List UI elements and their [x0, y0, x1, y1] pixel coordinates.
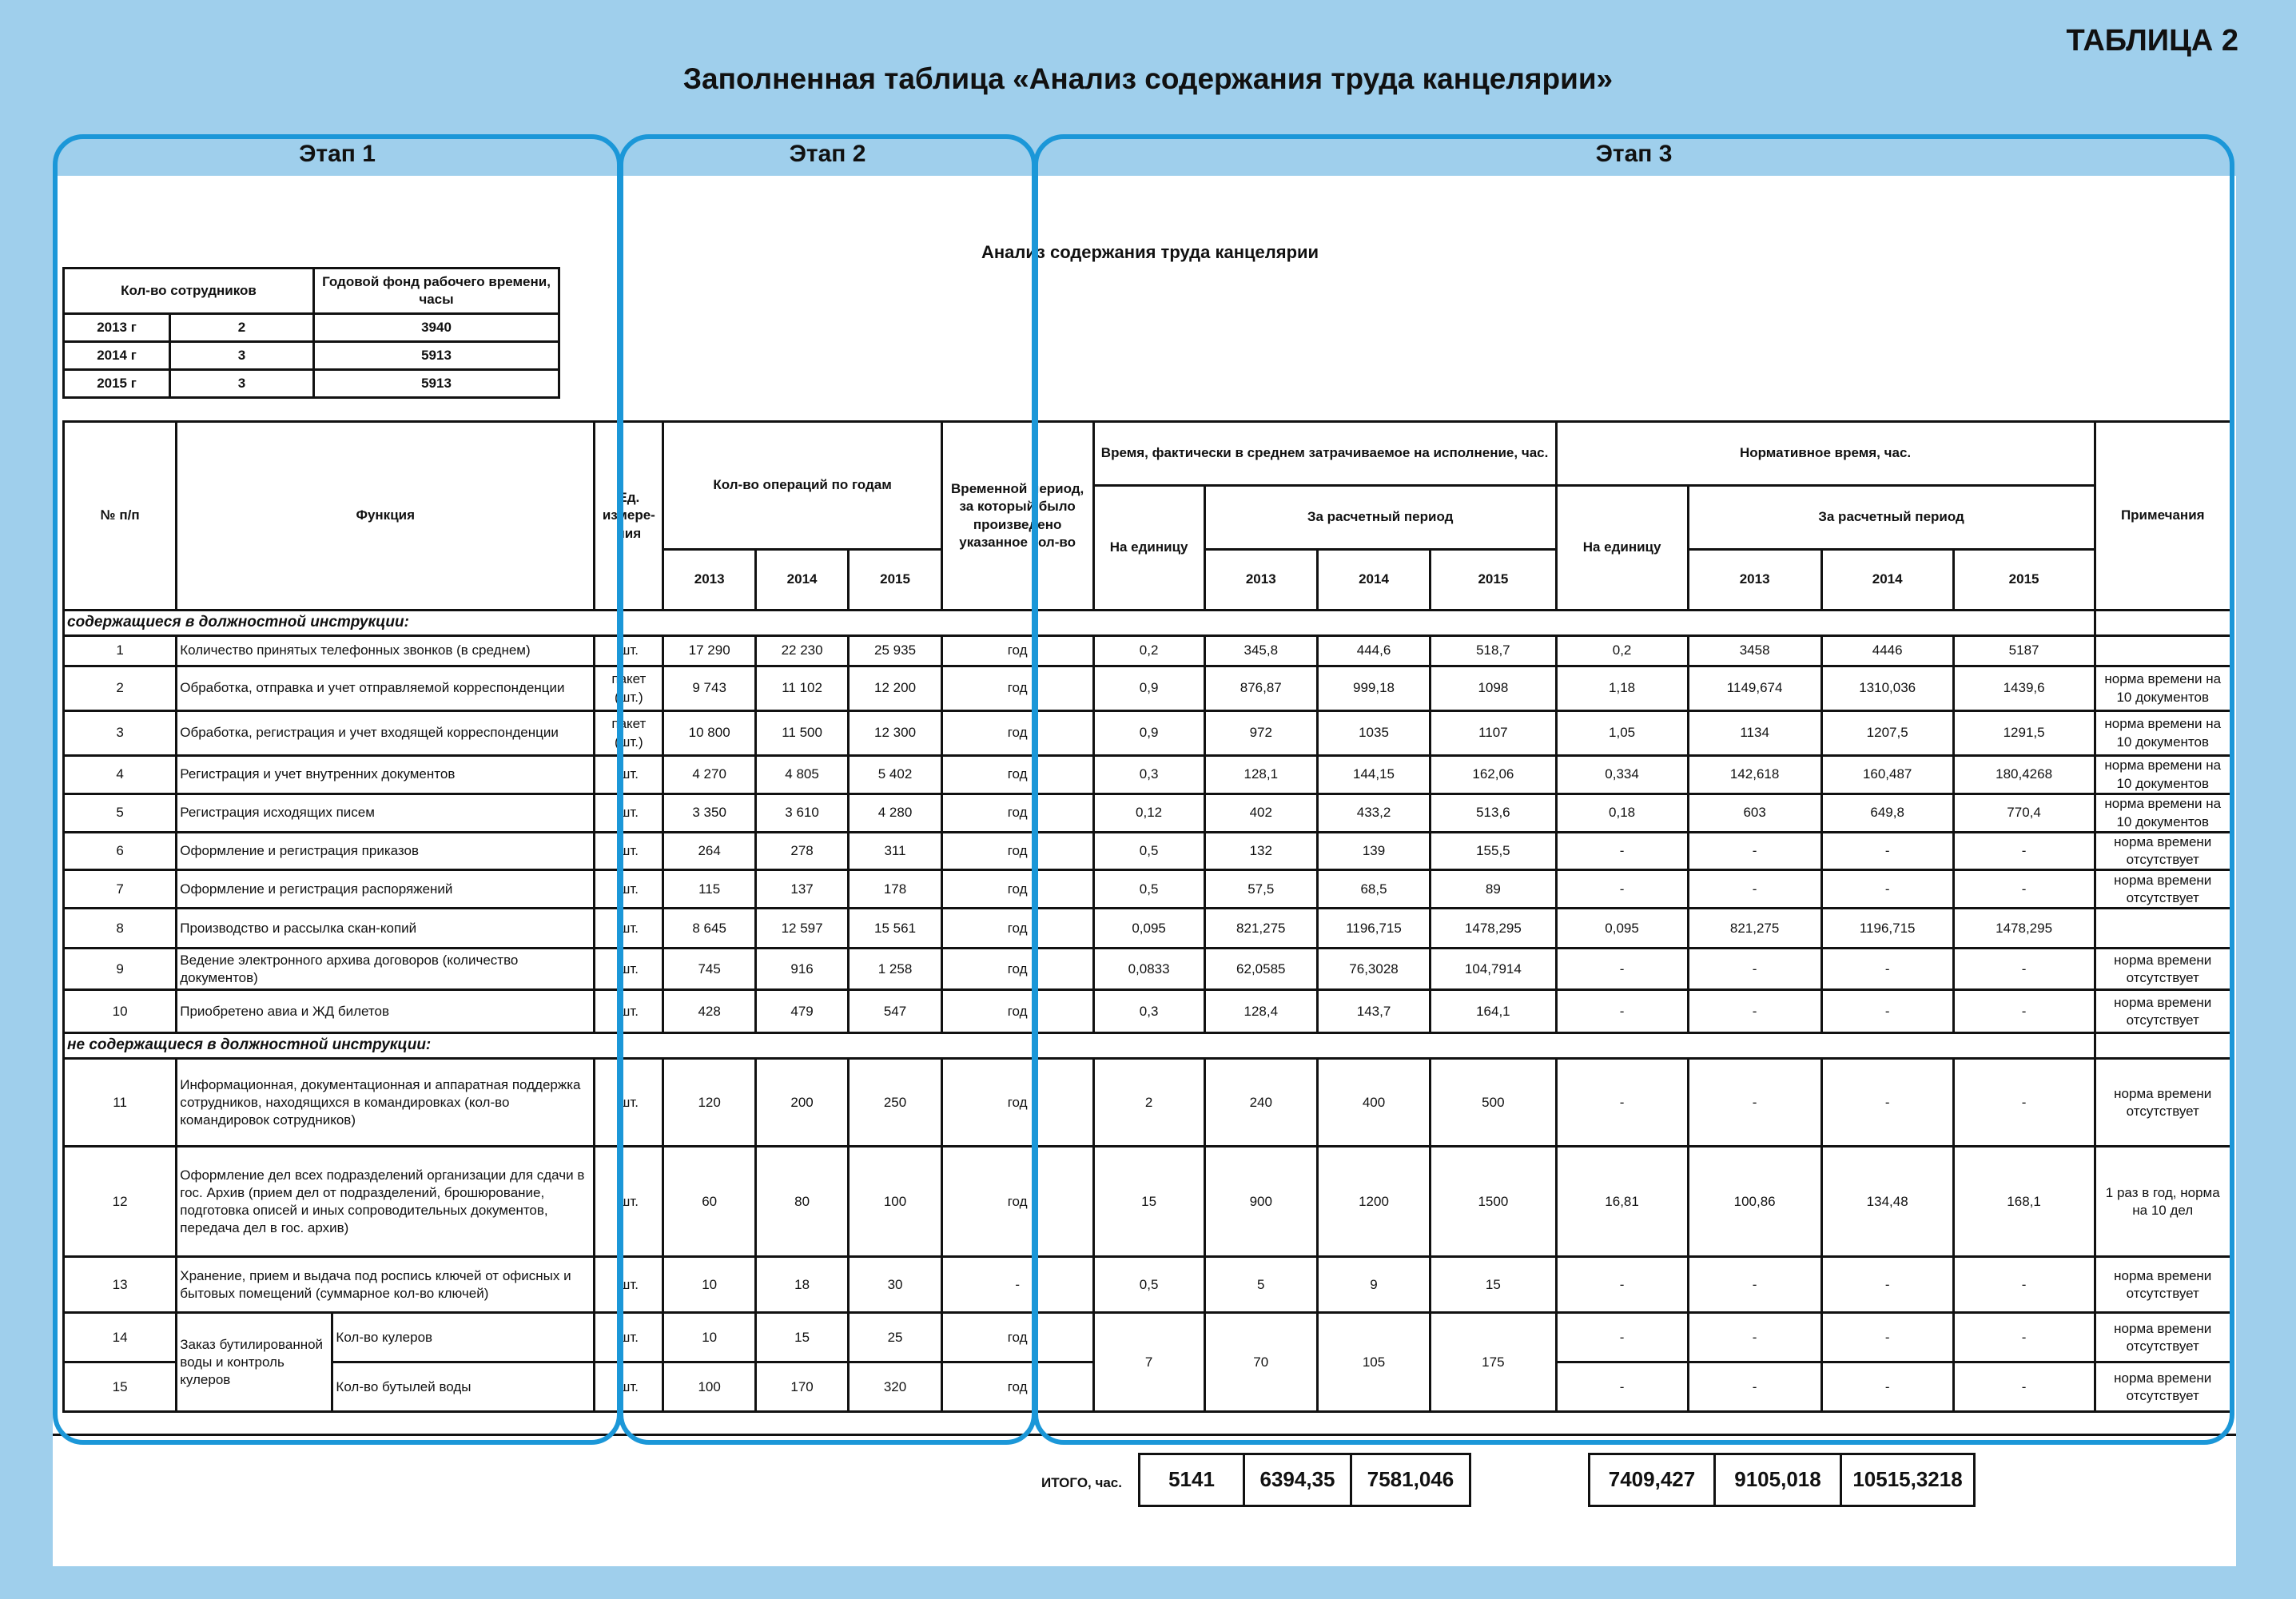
work-fund-hours: 5913	[314, 370, 559, 398]
col-function-header: Функция	[177, 422, 595, 611]
actual-2014: 76,3028	[1317, 949, 1430, 990]
actual-2014: 143,7	[1317, 990, 1430, 1033]
note-cell: норма времени отсутствует	[2095, 1257, 2231, 1313]
normative-2015: 1478,295	[1953, 909, 2095, 949]
unit-cell: шт.	[595, 949, 663, 990]
ops-2013: 745	[663, 949, 755, 990]
ops-2013: 428	[663, 990, 755, 1033]
normative-per-unit: -	[1556, 949, 1688, 990]
normative-per-unit: -	[1556, 1059, 1688, 1147]
ops-2013: 10	[663, 1313, 755, 1362]
unit-cell: шт.	[595, 990, 663, 1033]
normative-2014: -	[1821, 1059, 1953, 1147]
actual-2014: 400	[1317, 1059, 1430, 1147]
totals-label: ИТОГО, час.	[1041, 1475, 1122, 1490]
normative-2015: -	[1953, 870, 2095, 909]
normative-calc-period-header: За расчетный период	[1688, 486, 2095, 550]
actual-2013: 128,4	[1204, 990, 1317, 1033]
ops-2014: 479	[755, 990, 848, 1033]
actual-2014: 144,15	[1317, 756, 1430, 794]
stage-2-frame	[619, 134, 1037, 1445]
staff-count: 3	[170, 342, 314, 370]
normative-2014: -	[1821, 1257, 1953, 1313]
actual-per-unit: 0,9	[1093, 711, 1204, 756]
function-subitem-cell: Кол-во бутылей воды	[332, 1362, 595, 1412]
row-number: 10	[64, 990, 177, 1033]
actual-2013: 876,87	[1204, 666, 1317, 711]
ops-2014: 916	[755, 949, 848, 990]
staff-year: 2013 г	[64, 314, 170, 342]
note-cell: норма времени отсутствует	[2095, 949, 2231, 990]
normative-per-unit: 0,334	[1556, 756, 1688, 794]
normative-2014: -	[1821, 949, 1953, 990]
function-cell: Хранение, прием и выдача под роспись ключей от офисных и бытовых помещений (суммарное кол-во ключей)	[177, 1257, 595, 1313]
function-cell: Обработка, регистрация и учет входящей корреспонденции	[177, 711, 595, 756]
staff-count: 2	[170, 314, 314, 342]
unit-cell: шт.	[595, 1362, 663, 1412]
note-cell: норма времени отсутствует	[2095, 1313, 2231, 1362]
normative-year-header: 2013	[1688, 550, 1821, 611]
unit-cell: шт.	[595, 1257, 663, 1313]
normative-2015: 770,4	[1953, 794, 2095, 833]
row-number: 11	[64, 1059, 177, 1147]
actual-2015: 175	[1431, 1313, 1556, 1412]
row-number: 2	[64, 666, 177, 711]
normative-per-unit: -	[1556, 990, 1688, 1033]
actual-2015: 518,7	[1431, 636, 1556, 666]
actual-2014: 9	[1317, 1257, 1430, 1313]
period-cell: год	[941, 990, 1093, 1033]
note-cell: норма времени отсутствует	[2095, 870, 2231, 909]
note-cell: норма времени отсутствует	[2095, 990, 2231, 1033]
total-normative-2013: 7409,427	[1590, 1454, 1715, 1506]
ops-2013: 9 743	[663, 666, 755, 711]
normative-per-unit: -	[1556, 1257, 1688, 1313]
ops-2013: 100	[663, 1362, 755, 1412]
col-period-header: Временной период, за который было произведено указанное кол-во	[941, 422, 1093, 611]
ops-2013: 8 645	[663, 909, 755, 949]
normative-2014: 649,8	[1821, 794, 1953, 833]
actual-per-unit: 0,5	[1093, 1257, 1204, 1313]
ops-2013: 3 350	[663, 794, 755, 833]
actual-2013: 972	[1204, 711, 1317, 756]
actual-2013: 57,5	[1204, 870, 1317, 909]
normative-2013: 821,275	[1688, 909, 1821, 949]
total-actual-2015: 7581,046	[1351, 1454, 1470, 1506]
normative-2014: 160,487	[1821, 756, 1953, 794]
ops-2015: 4 280	[849, 794, 941, 833]
col-notes-header: Примечания	[2095, 422, 2231, 611]
period-cell: год	[941, 1313, 1093, 1362]
ops-2014: 170	[755, 1362, 848, 1412]
actual-per-unit: 2	[1093, 1059, 1204, 1147]
col-number-header: № п/п	[64, 422, 177, 611]
normative-per-unit: 0,095	[1556, 909, 1688, 949]
note-cell: норма времени отсутствует	[2095, 1059, 2231, 1147]
normative-2015: 180,4268	[1953, 756, 2095, 794]
actual-2015: 104,7914	[1431, 949, 1556, 990]
col-unit-header: Ед. измере-ния	[595, 422, 663, 611]
period-cell: год	[941, 666, 1093, 711]
stage-3-frame	[1033, 134, 2234, 1445]
normative-2015: -	[1953, 949, 2095, 990]
ops-2014: 3 610	[755, 794, 848, 833]
actual-2014: 105	[1317, 1313, 1430, 1412]
actual-2013: 900	[1204, 1147, 1317, 1257]
period-cell: -	[941, 1257, 1093, 1313]
ops-2015: 25 935	[849, 636, 941, 666]
ops-2015: 547	[849, 990, 941, 1033]
normative-per-unit: -	[1556, 1313, 1688, 1362]
note-cell: норма времени отсутствует	[2095, 1362, 2231, 1412]
unit-cell: шт.	[595, 1147, 663, 1257]
normative-year-header: 2014	[1821, 550, 1953, 611]
actual-per-unit: 0,12	[1093, 794, 1204, 833]
ops-year-header: 2013	[663, 550, 755, 611]
normative-2014: -	[1821, 1362, 1953, 1412]
normative-2015: -	[1953, 833, 2095, 870]
unit-cell: пакет (шт.)	[595, 711, 663, 756]
work-fund-hours: 3940	[314, 314, 559, 342]
actual-2013: 240	[1204, 1059, 1317, 1147]
ops-2014: 278	[755, 833, 848, 870]
normative-2015: -	[1953, 1362, 2095, 1412]
period-cell: год	[941, 1147, 1093, 1257]
period-cell: год	[941, 1362, 1093, 1412]
actual-2015: 164,1	[1431, 990, 1556, 1033]
unit-cell: шт.	[595, 794, 663, 833]
stage-1-title: Этап 1	[299, 141, 376, 167]
row-number: 12	[64, 1147, 177, 1257]
function-cell: Регистрация исходящих писем	[177, 794, 595, 833]
ops-2013: 60	[663, 1147, 755, 1257]
function-cell: Оформление дел всех подразделений организации для сдачи в гос. Архив (прием дел от подразделений, брошюрование, подготовка описей и иных сопроводительных документов, передача дел в гос. архив)	[177, 1147, 595, 1257]
normative-2013: 142,618	[1688, 756, 1821, 794]
ops-2013: 17 290	[663, 636, 755, 666]
actual-2013: 132	[1204, 833, 1317, 870]
row-number: 3	[64, 711, 177, 756]
actual-per-unit: 0,5	[1093, 870, 1204, 909]
row-number: 1	[64, 636, 177, 666]
normative-per-unit: -	[1556, 1362, 1688, 1412]
normative-per-unit-header: На единицу	[1556, 486, 1688, 611]
ops-2015: 5 402	[849, 756, 941, 794]
actual-2013: 402	[1204, 794, 1317, 833]
ops-2015: 30	[849, 1257, 941, 1313]
ops-2014: 11 500	[755, 711, 848, 756]
ops-2015: 12 300	[849, 711, 941, 756]
normative-per-unit: 1,18	[1556, 666, 1688, 711]
unit-cell: шт.	[595, 870, 663, 909]
function-cell: Количество принятых телефонных звонков (в среднем)	[177, 636, 595, 666]
actual-year-header: 2013	[1204, 550, 1317, 611]
actual-2013: 5	[1204, 1257, 1317, 1313]
normative-2015: -	[1953, 1313, 2095, 1362]
actual-2015: 162,06	[1431, 756, 1556, 794]
unit-cell: шт.	[595, 1313, 663, 1362]
normative-2015: 168,1	[1953, 1147, 2095, 1257]
actual-2014: 444,6	[1317, 636, 1430, 666]
normative-year-header: 2015	[1953, 550, 2095, 611]
row-number: 14	[64, 1313, 177, 1362]
normative-per-unit: -	[1556, 870, 1688, 909]
row-number: 7	[64, 870, 177, 909]
ops-2015: 25	[849, 1313, 941, 1362]
normative-2014: 4446	[1821, 636, 1953, 666]
section-in-instruction: содержащиеся в должностной инструкции:	[64, 611, 2095, 636]
actual-calc-period-header: За расчетный период	[1204, 486, 1556, 550]
normative-2014: 1310,036	[1821, 666, 1953, 711]
stage-3-title: Этап 3	[1595, 141, 1673, 167]
note-cell: норма времени на 10 документов	[2095, 756, 2231, 794]
actual-2015: 513,6	[1431, 794, 1556, 833]
ops-2013: 115	[663, 870, 755, 909]
period-cell: год	[941, 870, 1093, 909]
row-number: 4	[64, 756, 177, 794]
normative-per-unit: 0,18	[1556, 794, 1688, 833]
ops-2014: 137	[755, 870, 848, 909]
normative-2015: -	[1953, 1257, 2095, 1313]
ops-year-header: 2014	[755, 550, 848, 611]
ops-2015: 12 200	[849, 666, 941, 711]
total-actual-2014: 6394,35	[1244, 1454, 1351, 1506]
ops-2014: 15	[755, 1313, 848, 1362]
actual-per-unit: 0,0833	[1093, 949, 1204, 990]
ops-2015: 100	[849, 1147, 941, 1257]
actual-2015: 89	[1431, 870, 1556, 909]
stage-2-title: Этап 2	[789, 141, 866, 167]
row-number: 15	[64, 1362, 177, 1412]
ops-2013: 120	[663, 1059, 755, 1147]
totals-actual	[1138, 1453, 1471, 1507]
normative-2013: 1134	[1688, 711, 1821, 756]
actual-2015: 155,5	[1431, 833, 1556, 870]
normative-2013: -	[1688, 990, 1821, 1033]
normative-per-unit: 16,81	[1556, 1147, 1688, 1257]
ops-year-header: 2015	[849, 550, 941, 611]
function-subitem-cell: Кол-во кулеров	[332, 1313, 595, 1362]
note-cell: норма времени на 10 документов	[2095, 711, 2231, 756]
period-cell: год	[941, 794, 1093, 833]
normative-2014: -	[1821, 1313, 1953, 1362]
normative-2015: 1291,5	[1953, 711, 2095, 756]
note-cell: норма времени на 10 документов	[2095, 666, 2231, 711]
row-number: 8	[64, 909, 177, 949]
period-cell: год	[941, 636, 1093, 666]
function-cell: Приобретено авиа и ЖД билетов	[177, 990, 595, 1033]
period-cell: год	[941, 1059, 1093, 1147]
function-cell: Обработка, отправка и учет отправляемой корреспонденции	[177, 666, 595, 711]
actual-2014: 433,2	[1317, 794, 1430, 833]
actual-2013: 345,8	[1204, 636, 1317, 666]
actual-per-unit: 7	[1093, 1313, 1204, 1412]
normative-2014: 134,48	[1821, 1147, 1953, 1257]
actual-2015: 500	[1431, 1059, 1556, 1147]
actual-2013: 70	[1204, 1313, 1317, 1412]
actual-year-header: 2015	[1431, 550, 1556, 611]
total-actual-2013: 5141	[1140, 1454, 1244, 1506]
normative-2014: -	[1821, 833, 1953, 870]
row-number: 6	[64, 833, 177, 870]
function-cell: Информационная, документационная и аппаратная поддержка сотрудников, находящихся в командировках (кол-во командировок сотрудников)	[177, 1059, 595, 1147]
normative-2014: -	[1821, 990, 1953, 1033]
actual-2014: 1035	[1317, 711, 1430, 756]
actual-2014: 139	[1317, 833, 1430, 870]
actual-per-unit: 0,3	[1093, 990, 1204, 1033]
normative-2015: -	[1953, 1059, 2095, 1147]
note-cell: 1 раз в год, норма на 10 дел	[2095, 1147, 2231, 1257]
function-cell: Ведение электронного архива договоров (количество документов)	[177, 949, 595, 990]
actual-2015: 1478,295	[1431, 909, 1556, 949]
ops-2015: 178	[849, 870, 941, 909]
period-cell: год	[941, 711, 1093, 756]
ops-2014: 22 230	[755, 636, 848, 666]
normative-2013: -	[1688, 949, 1821, 990]
total-normative-2015: 10515,3218	[1841, 1454, 1975, 1506]
row-number: 9	[64, 949, 177, 990]
normative-2015: 1439,6	[1953, 666, 2095, 711]
actual-per-unit: 0,9	[1093, 666, 1204, 711]
staff-year: 2015 г	[64, 370, 170, 398]
normative-2013: 1149,674	[1688, 666, 1821, 711]
ops-2013: 10 800	[663, 711, 755, 756]
stage-1-frame	[53, 134, 622, 1445]
function-cell: Регистрация и учет внутренних документов	[177, 756, 595, 794]
ops-2014: 18	[755, 1257, 848, 1313]
actual-2015: 15	[1431, 1257, 1556, 1313]
actual-2013: 821,275	[1204, 909, 1317, 949]
ops-2014: 80	[755, 1147, 848, 1257]
normative-per-unit: -	[1556, 833, 1688, 870]
ops-2014: 4 805	[755, 756, 848, 794]
actual-per-unit: 0,2	[1093, 636, 1204, 666]
unit-cell: пакет (шт.)	[595, 666, 663, 711]
table-title: Анализ содержания труда канцелярии	[981, 242, 1319, 262]
normative-2013: 3458	[1688, 636, 1821, 666]
normative-2015: 5187	[1953, 636, 2095, 666]
note-cell: норма времени на 10 документов	[2095, 794, 2231, 833]
actual-2013: 128,1	[1204, 756, 1317, 794]
unit-cell: шт.	[595, 756, 663, 794]
unit-cell: шт.	[595, 909, 663, 949]
actual-per-unit: 15	[1093, 1147, 1204, 1257]
actual-per-unit: 0,5	[1093, 833, 1204, 870]
normative-2013: -	[1688, 870, 1821, 909]
total-normative-2014: 9105,018	[1715, 1454, 1841, 1506]
document-label: ТАБЛИЦА 2	[2066, 24, 2238, 58]
col-actual-time-header: Время, фактически в среднем затрачиваемое на исполнение, час.	[1093, 422, 1556, 486]
unit-cell: шт.	[595, 1059, 663, 1147]
normative-2013: -	[1688, 1059, 1821, 1147]
work-fund-header: Годовой фонд рабочего времени, часы	[314, 268, 559, 314]
normative-2013: -	[1688, 1362, 1821, 1412]
period-cell: год	[941, 833, 1093, 870]
totals-normative	[1588, 1453, 1976, 1507]
actual-2015: 1500	[1431, 1147, 1556, 1257]
actual-per-unit: 0,3	[1093, 756, 1204, 794]
ops-2015: 311	[849, 833, 941, 870]
actual-per-unit: 0,095	[1093, 909, 1204, 949]
period-cell: год	[941, 949, 1093, 990]
normative-2013: 100,86	[1688, 1147, 1821, 1257]
actual-2013: 62,0585	[1204, 949, 1317, 990]
actual-2015: 1107	[1431, 711, 1556, 756]
period-cell: год	[941, 909, 1093, 949]
ops-2013: 4 270	[663, 756, 755, 794]
actual-2014: 1196,715	[1317, 909, 1430, 949]
normative-per-unit: 0,2	[1556, 636, 1688, 666]
actual-2015: 1098	[1431, 666, 1556, 711]
normative-2014: 1196,715	[1821, 909, 1953, 949]
ops-2014: 200	[755, 1059, 848, 1147]
row-number: 13	[64, 1257, 177, 1313]
ops-2015: 15 561	[849, 909, 941, 949]
actual-2014: 999,18	[1317, 666, 1430, 711]
normative-2013: -	[1688, 1313, 1821, 1362]
normative-2013: -	[1688, 1257, 1821, 1313]
unit-cell: шт.	[595, 636, 663, 666]
ops-2014: 12 597	[755, 909, 848, 949]
col-normative-time-header: Нормативное время, час.	[1556, 422, 2095, 486]
function-cell: Оформление и регистрация приказов	[177, 833, 595, 870]
function-group-cell: Заказ бутилированной воды и контроль кулеров	[177, 1313, 332, 1412]
ops-2015: 1 258	[849, 949, 941, 990]
ops-2015: 320	[849, 1362, 941, 1412]
normative-2014: 1207,5	[1821, 711, 1953, 756]
normative-2013: -	[1688, 833, 1821, 870]
function-cell: Оформление и регистрация распоряжений	[177, 870, 595, 909]
normative-2015: -	[1953, 990, 2095, 1033]
section-not-in-instruction: не содержащиеся в должностной инструкции:	[64, 1033, 2095, 1059]
page-title: Заполненная таблица «Анализ содержания труда канцелярии»	[682, 62, 1614, 95]
actual-2014: 68,5	[1317, 870, 1430, 909]
note-cell: норма времени отсутствует	[2095, 833, 2231, 870]
function-cell: Производство и рассылка скан-копий	[177, 909, 595, 949]
ops-2014: 11 102	[755, 666, 848, 711]
staff-year: 2014 г	[64, 342, 170, 370]
normative-2014: -	[1821, 870, 1953, 909]
ops-2013: 264	[663, 833, 755, 870]
row-number: 5	[64, 794, 177, 833]
actual-2014: 1200	[1317, 1147, 1430, 1257]
ops-2013: 10	[663, 1257, 755, 1313]
actual-year-header: 2014	[1317, 550, 1430, 611]
period-cell: год	[941, 756, 1093, 794]
unit-cell: шт.	[595, 833, 663, 870]
col-ops-header: Кол-во операций по годам	[663, 422, 941, 550]
staff-count: 3	[170, 370, 314, 398]
normative-2013: 603	[1688, 794, 1821, 833]
ops-2015: 250	[849, 1059, 941, 1147]
staff-count-header: Кол-во сотрудников	[64, 268, 314, 314]
work-fund-hours: 5913	[314, 342, 559, 370]
actual-per-unit-header: На единицу	[1093, 486, 1204, 611]
normative-per-unit: 1,05	[1556, 711, 1688, 756]
